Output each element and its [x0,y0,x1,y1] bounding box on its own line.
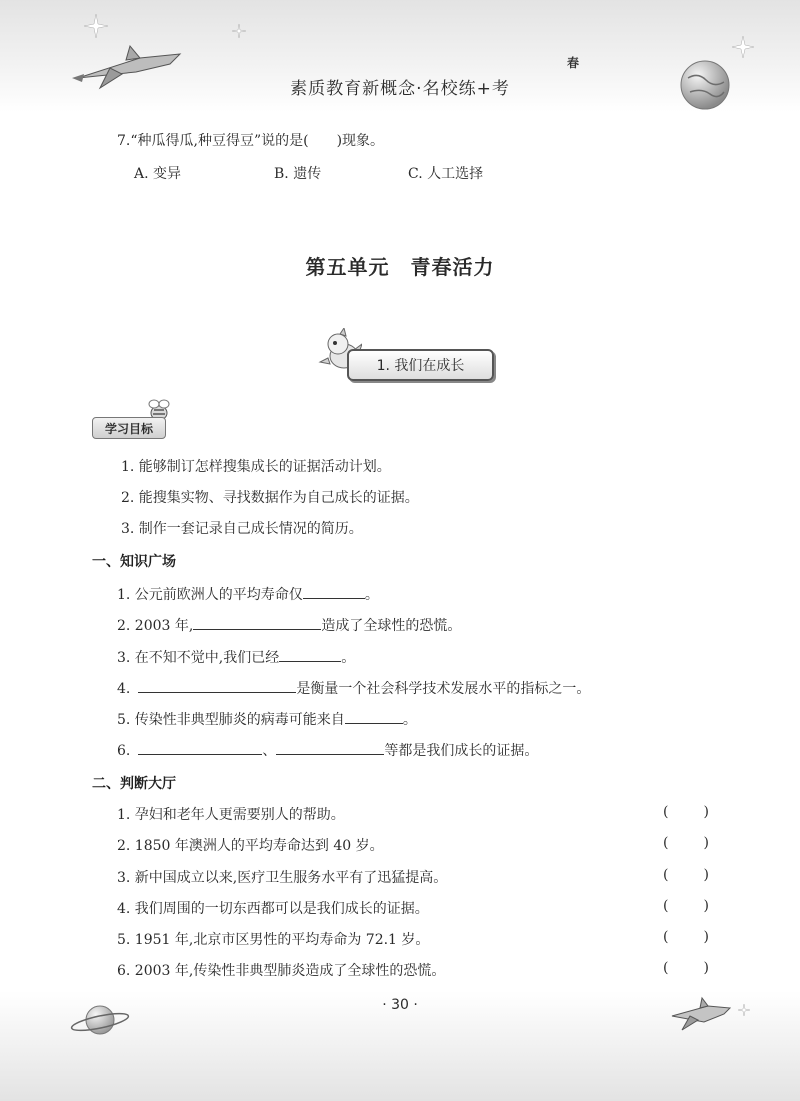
fill-blank-item: 5. 传染性非典型肺炎的病毒可能来自 。 [117,709,417,729]
goal-item: 2. 能搜集实物、寻找数据作为自己成长的证据。 [121,490,419,506]
space-shuttle-icon [668,994,732,1034]
answer-blank[interactable] [193,615,321,630]
question-7-stem-end: )现象。 [336,133,385,149]
answer-blank[interactable] [138,678,296,693]
judgment-item: 2. 1850 年澳洲人的平均寿命达到 40 岁。 [117,838,384,854]
fill-blank-item: 6. 、 等都是我们成长的证据。 [117,740,538,760]
learning-goals-badge: 学习目标 [92,417,166,439]
judgment-item: 3. 新中国成立以来,医疗卫生服务水平有了迅猛提高。 [117,870,448,886]
fill-blank-item: 1. 公元前欧洲人的平均寿命仅 。 [117,584,379,604]
season-tag: 春 [567,56,580,70]
judgment-item: 5. 1951 年,北京市区男性的平均寿命为 72.1 岁。 [117,932,430,948]
fill-blank-item: 3. 在不知不觉中,我们已经 。 [117,647,355,667]
option-b: B. 遗传 [274,166,322,182]
sparkle-star-icon [84,14,108,38]
answer-parentheses[interactable]: ( ) [663,867,709,883]
lesson-title: 1. 我们在成长 [347,349,494,381]
answer-blank[interactable] [276,740,384,755]
answer-blank[interactable] [138,740,262,755]
answer-parentheses[interactable]: ( ) [663,835,709,851]
judgment-item: 6. 2003 年,传染性非典型肺炎造成了全球性的恐慌。 [117,963,446,979]
sparkle-star-icon [738,1004,750,1016]
sparkle-star-icon [232,24,246,38]
question-7-stem: 7.“种瓜得瓜,种豆得豆”说的是( [117,133,309,149]
answer-blank[interactable] [303,584,365,599]
answer-parentheses[interactable]: ( ) [663,929,709,945]
goal-item: 3. 制作一套记录自己成长情况的简历。 [121,521,363,537]
option-a: A. 变异 [134,166,182,182]
answer-parentheses[interactable]: ( ) [663,804,709,820]
fill-blank-item: 4. 是衡量一个社会科学技术发展水平的指标之一。 [117,678,590,698]
goal-item: 1. 能够制订怎样搜集成长的证据活动计划。 [121,459,391,475]
section-knowledge-title: 一、知识广场 [92,554,176,570]
answer-parentheses[interactable]: ( ) [663,960,709,976]
answer-blank[interactable] [279,647,341,662]
unit-title: 第五单元 青春活力 [305,255,495,279]
question-7 [117,130,384,150]
section-judgment-title: 二、判断大厅 [92,776,176,792]
judgment-item: 1. 孕妇和老年人更需要别人的帮助。 [117,807,345,823]
answer-parentheses[interactable]: ( ) [663,898,709,914]
page-number: · 30 · [382,997,418,1013]
sparkle-star-icon [732,36,754,58]
fill-blank-item: 2. 2003 年, 造成了全球性的恐慌。 [117,615,461,635]
answer-blank[interactable] [345,709,403,724]
option-c: C. 人工选择 [408,166,484,182]
ringed-planet-icon [70,1000,132,1040]
judgment-item: 4. 我们周围的一切东西都可以是我们成长的证据。 [117,901,429,917]
series-title: 素质教育新概念·名校练+考 [290,79,510,99]
